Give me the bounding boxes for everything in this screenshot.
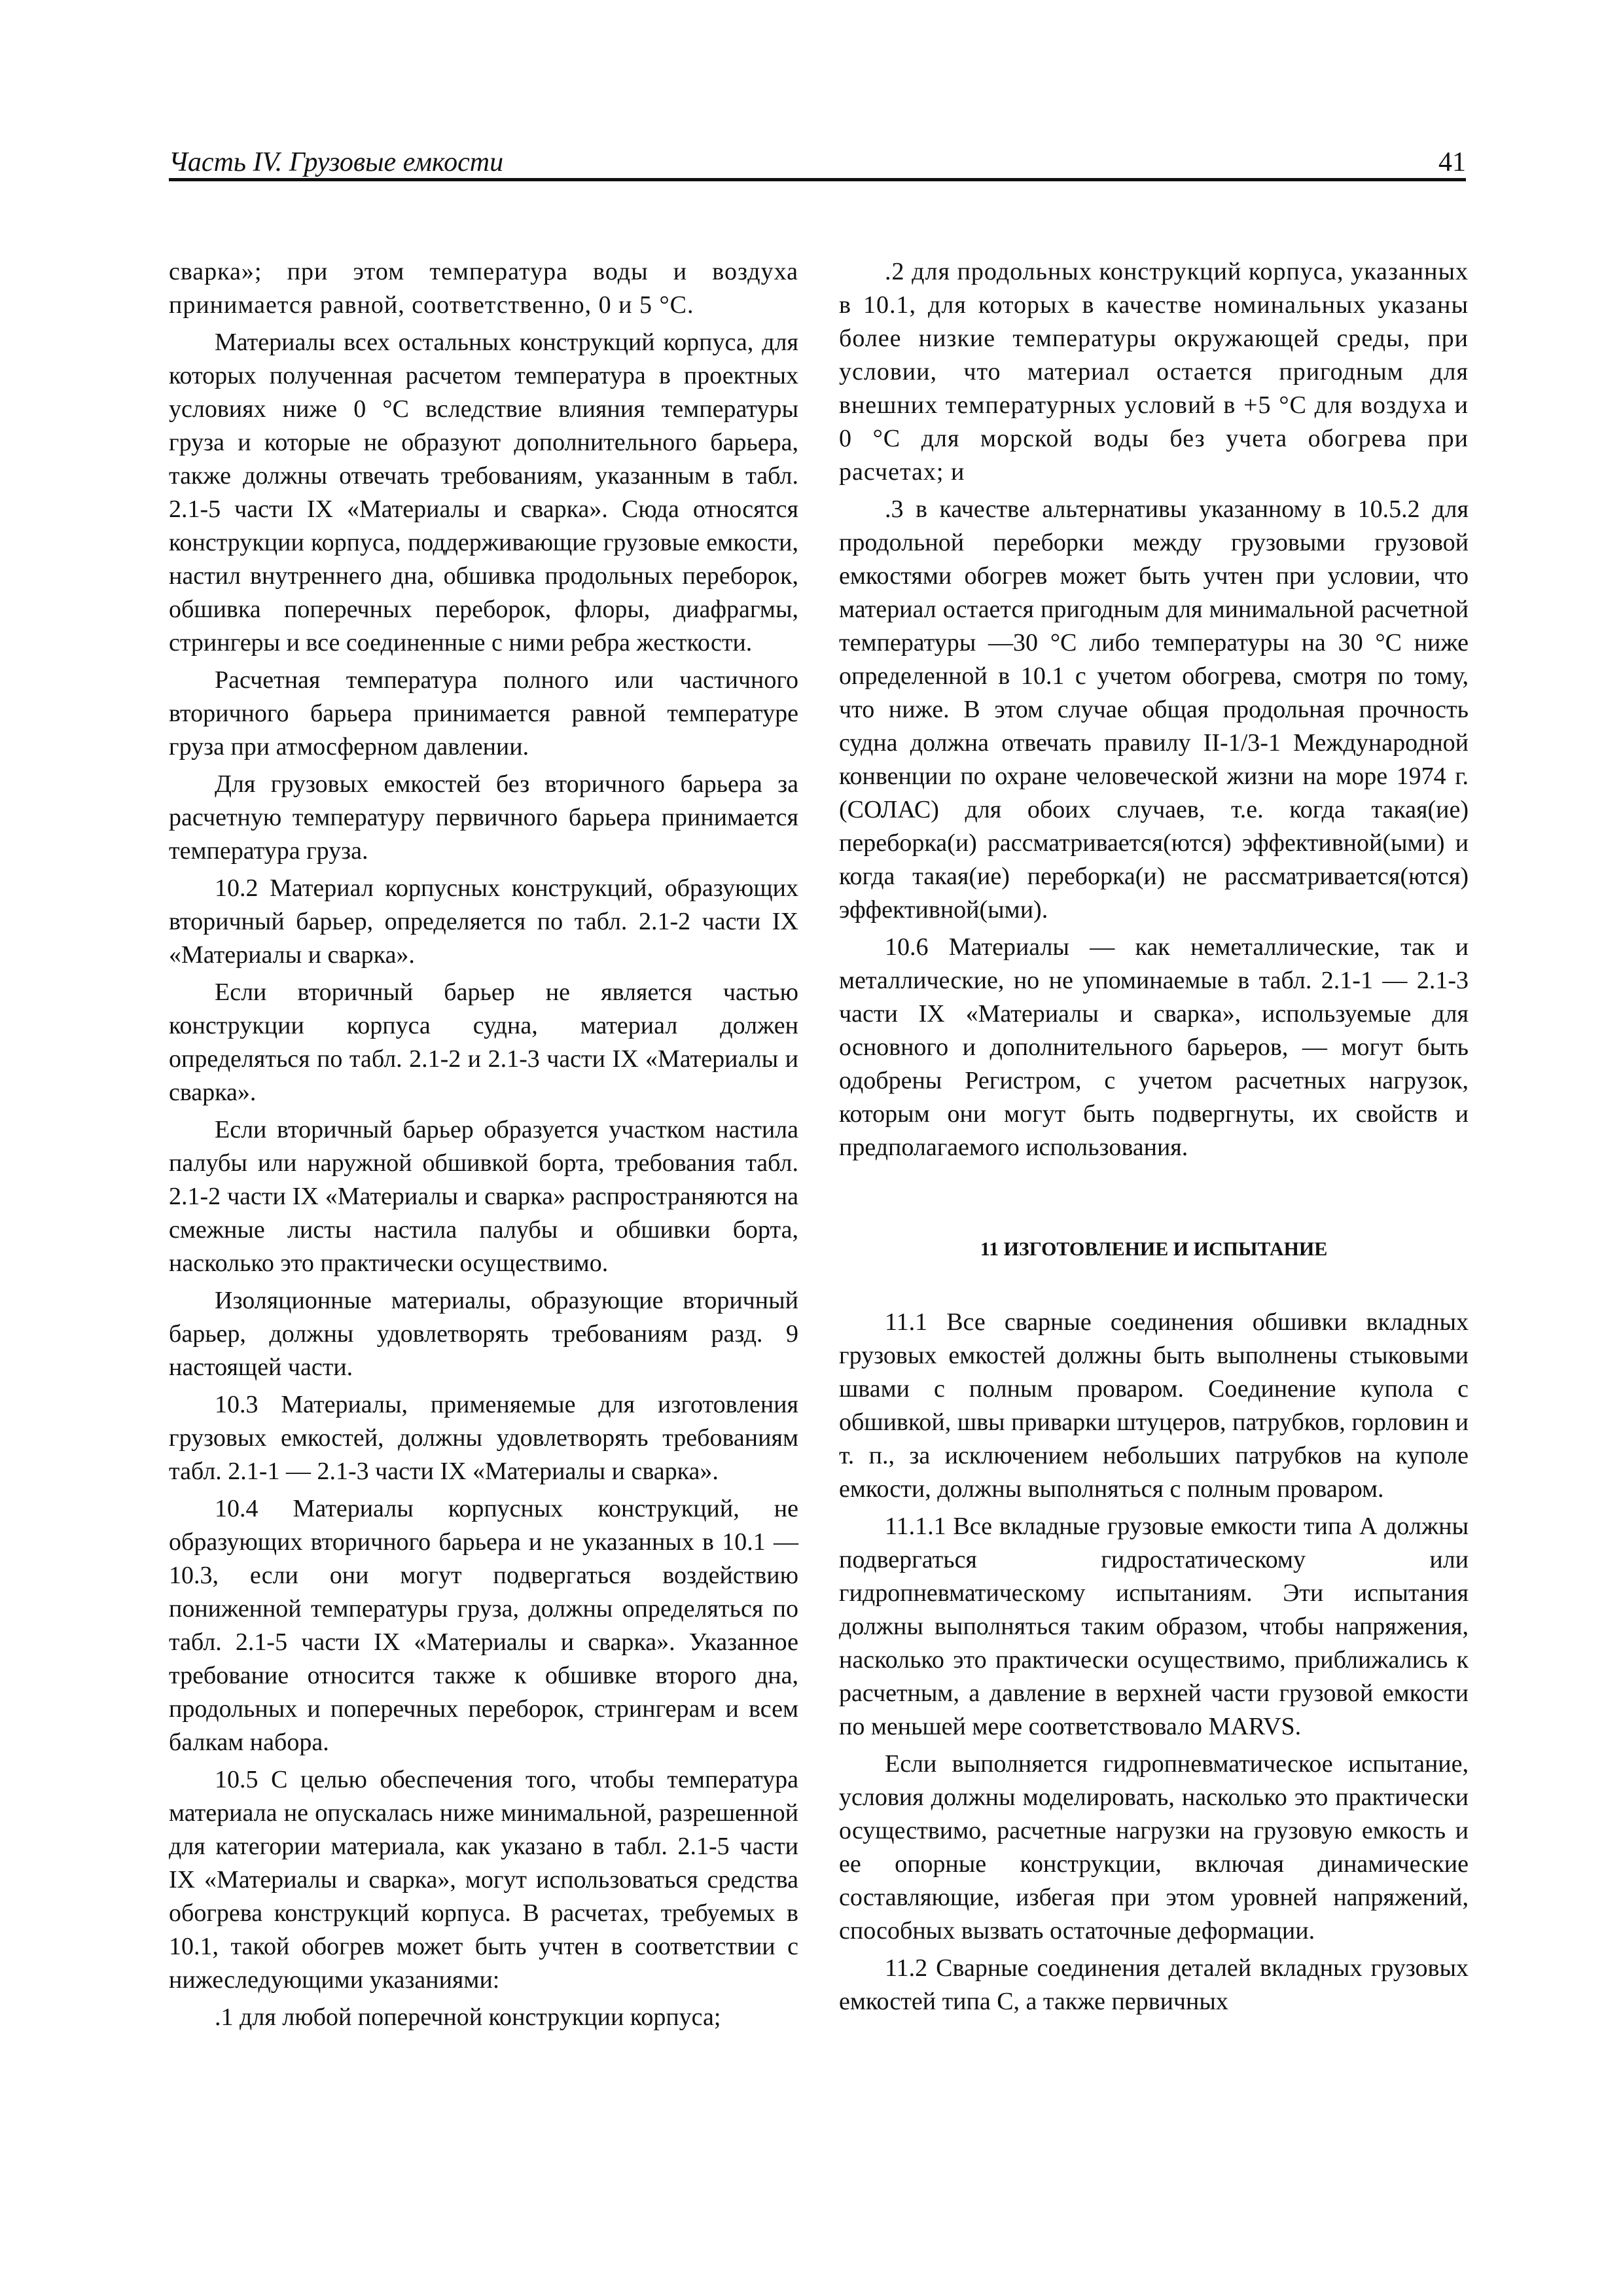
section-heading: 11 ИЗГОТОВЛЕНИЕ И ИСПЫТАНИЕ bbox=[980, 1238, 1328, 1260]
left-column bbox=[169, 255, 798, 2038]
header-rule bbox=[169, 178, 1466, 181]
paragraph: 10.5 С целью обеспечения того, чтобы температура материала не опускалась ниже минимальной, разрешенной для категории материала, как указано в табл. 2.1-5 части IX «Материалы и сварка», могут использоваться средства обогрева конструкций корпуса. В расчетах, требуемых в 10.1, такой обогрев может быть учтен в соответствии с нижеследующими указаниями: bbox=[169, 1766, 798, 1994]
paragraph: 10.4 Материалы корпусных конструкций, не образующих вторичного барьера и не указанных в 10.1 — 10.3, если они могут подвергаться воздействию пониженной температуры груза, должны определяться по табл. 2.1-5 части IX «Материалы и сварка». Указанное требование относится также к обшивке второго дна, продольных и поперечных переборок, стрингерам и всем балкам набора. bbox=[169, 1495, 798, 1756]
paragraph: 11.2 Сварные соединения деталей вкладных грузовых емкостей типа С, а также первичных bbox=[839, 1954, 1469, 2015]
paragraph: 10.2 Материал корпусных конструкций, образующих вторичный барьер, определяется по табл. 2.1-2 части IX «Материалы и сварка». bbox=[169, 874, 798, 969]
paragraph: Если выполняется гидропневматическое испытание, условия должны моделировать, насколько это практически осуществимо, расчетные нагрузки на грузовую емкость и ее опорные конструкции, включая динамические составляющие, избегая при этом уровней напряжений, способных вызвать остаточные деформации. bbox=[839, 1750, 1469, 1945]
paragraph: .3 в качестве альтернативы указанному в 10.5.2 для продольной переборки между грузовыми грузовой емкостями обогрев может быть учтен при условии, что материал остается пригодным для минимальной расчетной температуры —30 °С либо температуры на 30 °С ниже определенной в 10.1 с учетом обогрева, смотря по тому, что ниже. В этом случае общая продольная прочность судна должна отвечать правилу II-1/3-1 Международной конвенции по охране человеческой жизни на море 1974 г. (СОЛАС) для обоих случаев, т.е. когда такая(ие) переборка(и) рассматривается(ются) эффективной(ыми) и когда такая(ие) переборка(и) не рассматривается(ются) эффективной(ыми). bbox=[839, 495, 1469, 924]
paragraph: 10.6 Материалы — как неметаллические, так и металлические, но не упоминаемые в табл. 2.1-1 — 2.1-3 части IX «Материалы и сварка», используемые для основного и дополнительного барьеров, — могут быть одобрены Регистром, с учетом расчетных нагрузок, которым они могут быть подвергнуты, их свойств и предполагаемого использования. bbox=[839, 933, 1469, 1161]
paragraph: сварка»; при этом температура воды и воздуха принимается равной, соответственно, 0 и 5 °С. bbox=[169, 258, 798, 319]
paragraph: Изоляционные материалы, образующие вторичный барьер, должны удовлетворять требованиям разд. 9 настоящей части. bbox=[169, 1287, 798, 1381]
paragraph: Если вторичный барьер не является частью конструкции корпуса судна, материал должен определяться по табл. 2.1-2 и 2.1-3 части IX «Материалы и сварка». bbox=[169, 978, 798, 1106]
paragraph: 10.3 Материалы, применяемые для изготовления грузовых емкостей, должны удовлетворять требованиям табл. 2.1-1 — 2.1-3 части IX «Материалы и сварка». bbox=[169, 1391, 798, 1485]
paragraph: Материалы всех остальных конструкций корпуса, для которых полученная расчетом температура в проектных условиях ниже 0 °С вследствие влияния температуры груза и которые не образуют дополнительного барьера, также должны отвечать требованиям, указанным в табл. 2.1-5 части IX «Материалы и сварка». Сюда относятся конструкции корпуса, поддерживающие грузовые емкости, настил внутреннего дна, обшивка продольных переборок, обшивка поперечных переборок, флоры, диафрагмы, стрингеры и все соединенные с ними ребра жесткости. bbox=[169, 329, 798, 656]
paragraph: .1 для любой поперечной конструкции корпуса; bbox=[215, 2003, 721, 2031]
page-number: 41 bbox=[1438, 147, 1466, 177]
paragraph: 11.1 Все сварные соединения обшивки вкладных грузовых емкостей должны быть выполнены стыковыми швами с полным проваром. Соединение купола с обшивкой, швы приварки штуцеров, патрубков, горловин и т. п., за исключением небольших патрубков на куполе емкости, должны выполняться с полным проваром. bbox=[839, 1308, 1469, 1503]
running-header bbox=[169, 145, 1466, 179]
paragraph: .2 для продольных конструкций корпуса, указанных в 10.1, для которых в качестве номинальных указаны более низкие температуры окружающей среды, при условии, что материал остается пригодным для внешних температурных условий в +5 °С для воздуха и 0 °С для морской воды без учета обогрева при расчетах; и bbox=[839, 258, 1469, 486]
right-column bbox=[839, 255, 1469, 2022]
paragraph: Если вторичный барьер образуется участком настила палубы или наружной обшивкой борта, требования табл. 2.1-2 части IX «Материалы и сварка» распространяются на смежные листы настила палубы и обшивки борта, насколько это практически осуществимо. bbox=[169, 1116, 798, 1277]
running-header-title: Часть IV. Грузовые емкости bbox=[169, 147, 504, 177]
paragraph: Расчетная температура полного или частичного вторичного барьера принимается равной температуре груза при атмосферном давлении. bbox=[169, 666, 798, 761]
paragraph: 11.1.1 Все вкладные грузовые емкости типа А должны подвергаться гидростатическому или гидропневматическому испытаниям. Эти испытания должны выполняться таким образом, чтобы напряжения, насколько это практически осуществимо, приближались к расчетным, а давление в верхней части грузовой емкости по меньшей мере соответствовало MARVS. bbox=[839, 1513, 1469, 1740]
paragraph: Для грузовых емкостей без вторичного барьера за расчетную температуру первичного барьера принимается температура груза. bbox=[169, 770, 798, 865]
